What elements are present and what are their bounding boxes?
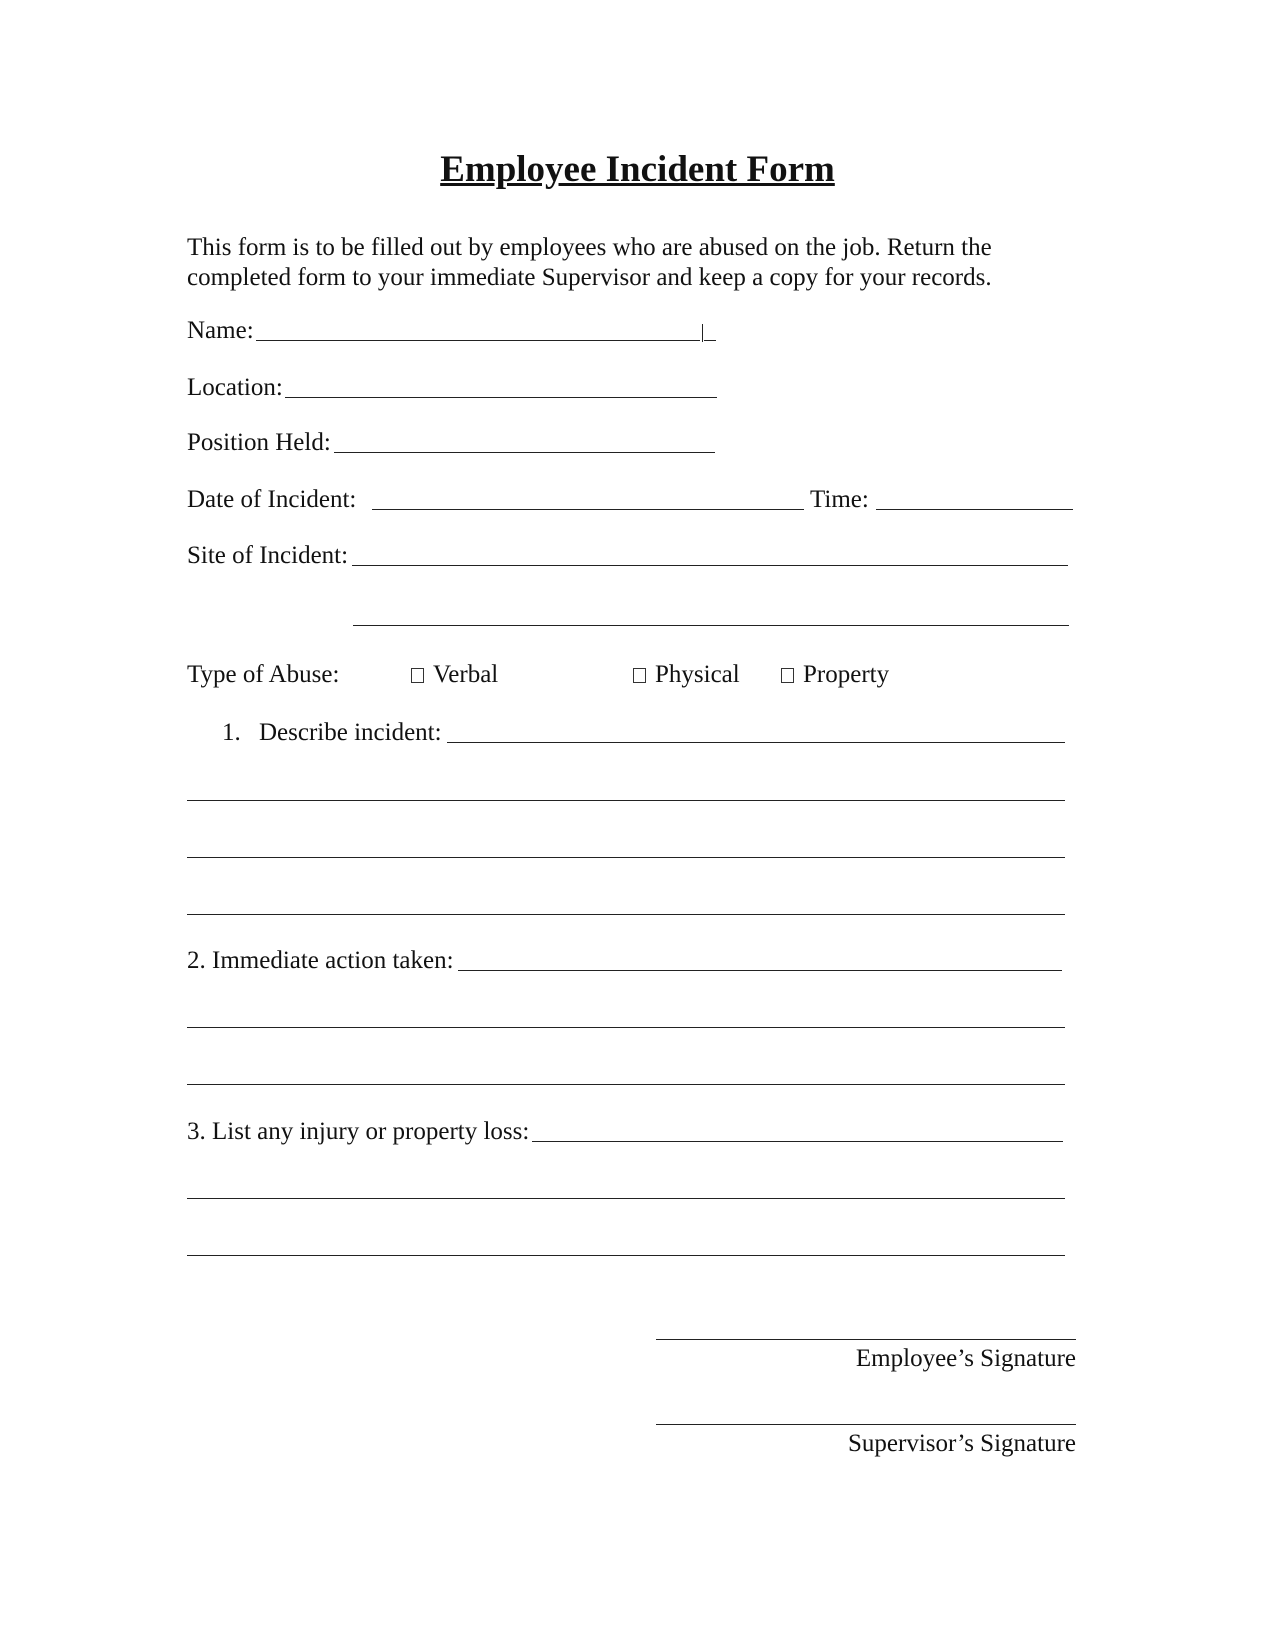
immediate-action-line-2[interactable]	[187, 1027, 1065, 1028]
physical-option-label: Physical	[655, 661, 740, 688]
supervisor-signature-line[interactable]	[656, 1424, 1076, 1425]
property-checkbox[interactable]	[781, 668, 794, 683]
name-label: Name:	[187, 317, 254, 344]
supervisor-signature-label: Supervisor’s Signature	[848, 1430, 1076, 1457]
employee-signature-line[interactable]	[656, 1339, 1076, 1340]
site-of-incident-field-line-2[interactable]	[353, 625, 1069, 626]
question-3-label: 3. List any injury or property loss:	[187, 1118, 530, 1145]
immediate-action-line-3[interactable]	[187, 1084, 1065, 1085]
describe-incident-field[interactable]	[447, 742, 1065, 743]
injury-loss-line-2[interactable]	[187, 1198, 1065, 1199]
property-option-label: Property	[803, 661, 890, 688]
question-2-label: 2. Immediate action taken:	[187, 947, 454, 974]
site-of-incident-field[interactable]	[352, 565, 1068, 566]
immediate-action-field[interactable]	[458, 970, 1062, 971]
time-label: Time:	[810, 486, 869, 513]
site-of-incident-label: Site of Incident:	[187, 542, 349, 569]
describe-incident-line-4[interactable]	[187, 914, 1065, 915]
employee-signature-label: Employee’s Signature	[855, 1345, 1076, 1372]
text-cursor	[702, 324, 703, 342]
describe-incident-line-2[interactable]	[187, 800, 1065, 801]
position-held-label: Position Held:	[187, 429, 331, 456]
date-of-incident-label: Date of Incident:	[187, 486, 357, 513]
question-1-label: Describe incident:	[259, 719, 442, 746]
date-of-incident-field[interactable]	[372, 509, 804, 510]
question-1-number: 1.	[222, 719, 241, 746]
type-of-abuse-label: Type of Abuse:	[187, 661, 340, 688]
injury-loss-field[interactable]	[532, 1141, 1063, 1142]
physical-checkbox[interactable]	[633, 668, 646, 683]
form-instructions	[187, 233, 1087, 293]
describe-incident-line-3[interactable]	[187, 857, 1065, 858]
position-held-field[interactable]	[334, 452, 715, 453]
instructions-line-2: completed form to your immediate Supervisor and keep a copy for your records.	[187, 264, 992, 291]
instructions-line-1: This form is to be filled out by employees who are abused on the job. Return the	[187, 234, 992, 261]
time-field[interactable]	[876, 509, 1073, 510]
name-field-end	[704, 340, 716, 341]
form-title: Employee Incident Form	[440, 149, 835, 190]
verbal-option-label: Verbal	[433, 661, 499, 688]
verbal-checkbox[interactable]	[411, 668, 424, 683]
location-field[interactable]	[285, 397, 717, 398]
injury-loss-line-3[interactable]	[187, 1255, 1065, 1256]
name-field[interactable]	[256, 340, 700, 341]
location-label: Location:	[187, 374, 283, 401]
